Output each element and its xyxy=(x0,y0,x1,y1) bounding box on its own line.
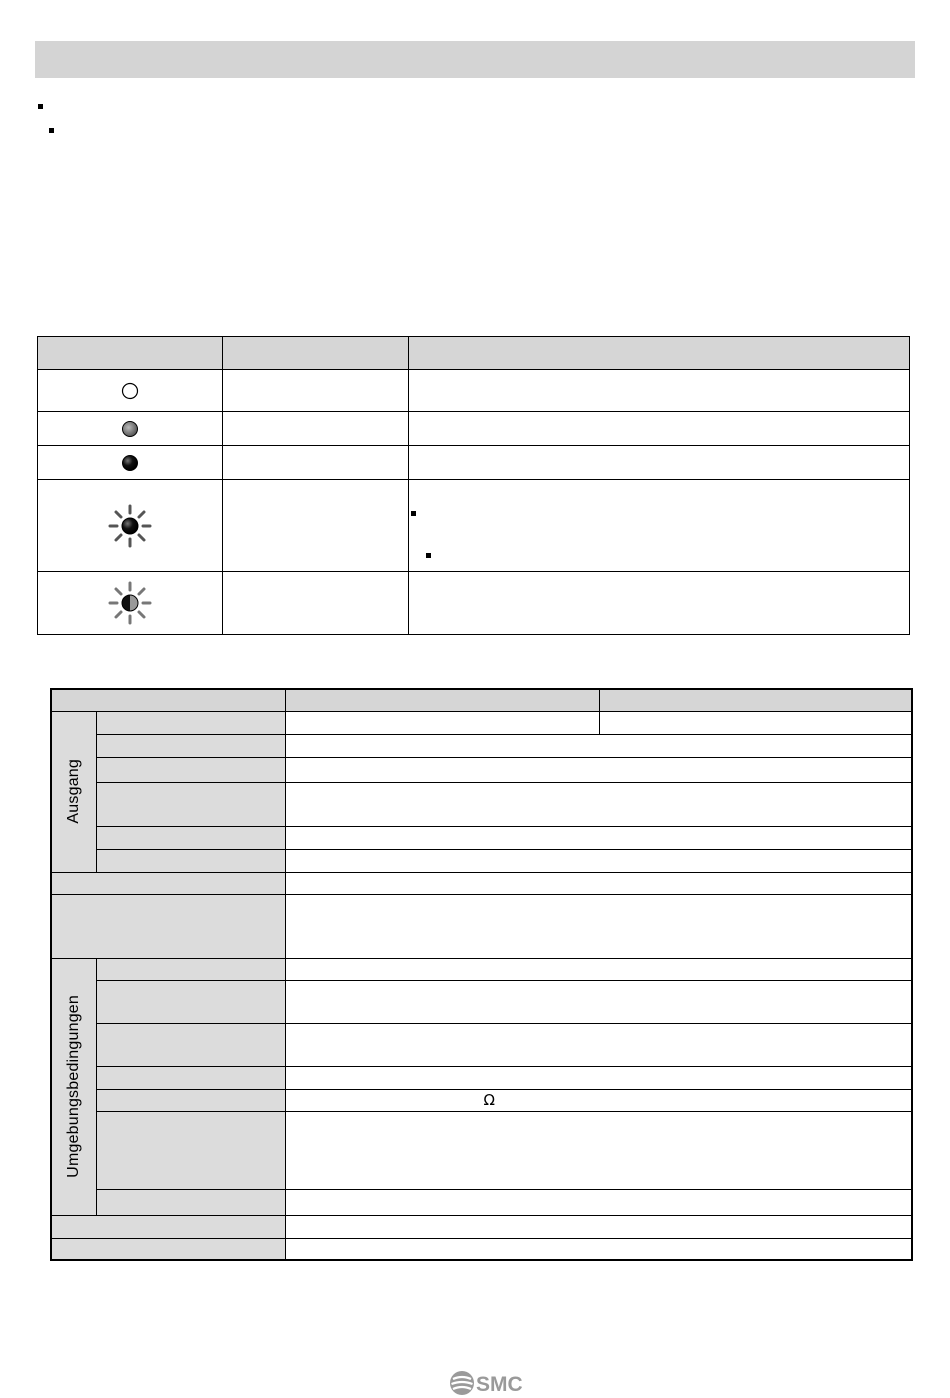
section-header-bar xyxy=(35,41,915,78)
spec-row xyxy=(51,757,912,782)
spec-label-cell xyxy=(96,849,285,872)
group-ausgang-cell xyxy=(51,711,96,872)
spec-row xyxy=(51,872,912,894)
spec-label-cell xyxy=(96,1066,285,1089)
led-table-header xyxy=(38,337,910,370)
spec-label-cell xyxy=(96,980,285,1023)
spec-row xyxy=(51,1189,912,1215)
group-ausgang-label: Ausgang xyxy=(64,759,82,824)
led-description-cell xyxy=(409,412,910,446)
spec-label-cell xyxy=(96,757,285,782)
led-table-row xyxy=(38,370,910,412)
spec-value-cell xyxy=(285,872,912,894)
spec-value-cell xyxy=(285,958,912,980)
spec-value-cell xyxy=(285,734,912,757)
spec-value-cell xyxy=(285,1089,912,1111)
spec-row xyxy=(51,782,912,826)
spec-row xyxy=(51,1111,912,1189)
spec-label-cell xyxy=(96,958,285,980)
led-state-cell xyxy=(223,572,409,635)
spec-row xyxy=(51,734,912,757)
spec-value-cell xyxy=(285,849,912,872)
spec-row xyxy=(51,826,912,849)
led-state-cell xyxy=(223,370,409,412)
spec-label-cell xyxy=(96,782,285,826)
led-icon-cell xyxy=(38,370,223,412)
spec-header-row xyxy=(51,689,912,711)
spec-row xyxy=(51,980,912,1023)
spec-label-cell xyxy=(96,1189,285,1215)
led-header-cell xyxy=(409,337,910,370)
spec-value-cell xyxy=(285,711,599,734)
led-description-cell xyxy=(409,480,910,572)
led-icon-cell xyxy=(38,446,223,480)
spec-value-cell xyxy=(285,1066,912,1089)
spec-value-cell xyxy=(285,757,912,782)
led-header-cell xyxy=(223,337,409,370)
spec-row xyxy=(51,849,912,872)
specification-table xyxy=(50,688,913,1261)
led-off-icon xyxy=(120,381,140,401)
spec-label-cell xyxy=(51,894,285,958)
bullet-1 xyxy=(38,104,43,109)
spec-value-cell xyxy=(285,1023,912,1066)
spec-header-cell xyxy=(51,689,285,711)
spec-label-cell xyxy=(96,1111,285,1189)
spec-row xyxy=(51,1089,912,1111)
spec-value-cell xyxy=(285,782,912,826)
spec-value-cell xyxy=(285,1189,912,1215)
spec-label-cell xyxy=(96,1023,285,1066)
led-dark-icon xyxy=(120,453,140,473)
led-state-cell xyxy=(223,446,409,480)
spec-label-cell xyxy=(51,1238,285,1260)
led-blink-half-icon xyxy=(106,579,154,627)
led-description-cell xyxy=(409,572,910,635)
omega-symbol: Ω xyxy=(483,1090,495,1109)
smc-logo-icon xyxy=(449,1370,537,1396)
led-icon-cell xyxy=(38,572,223,635)
spec-label-cell xyxy=(96,826,285,849)
led-state-cell xyxy=(223,480,409,572)
led-desc-bullet-2 xyxy=(426,553,431,558)
spec-label-cell xyxy=(96,711,285,734)
led-grey-icon xyxy=(120,419,140,439)
led-table-row xyxy=(38,446,910,480)
spec-label-cell xyxy=(96,734,285,757)
bullet-2 xyxy=(49,128,54,133)
spec-label-cell xyxy=(96,1089,285,1111)
spec-label-cell xyxy=(51,872,285,894)
spec-value-cell xyxy=(285,1111,912,1189)
led-desc-bullet-1 xyxy=(411,511,416,516)
group-umgebung-cell xyxy=(51,958,96,1215)
spec-row xyxy=(51,1066,912,1089)
spec-value-cell xyxy=(599,711,912,734)
group-umgebung-label: Umgebungsbedingungen xyxy=(64,995,82,1178)
spec-header-cell xyxy=(599,689,912,711)
led-table-row xyxy=(38,572,910,635)
spec-value-cell xyxy=(285,980,912,1023)
spec-value-cell xyxy=(285,826,912,849)
spec-row xyxy=(51,1238,912,1260)
spec-row xyxy=(51,1215,912,1238)
spec-row xyxy=(51,711,912,734)
spec-value-cell xyxy=(285,1215,912,1238)
led-status-table xyxy=(37,336,910,635)
led-header-cell xyxy=(38,337,223,370)
led-description-cell xyxy=(409,446,910,480)
spec-row xyxy=(51,1023,912,1066)
led-icon-cell xyxy=(38,480,223,572)
spec-label-cell xyxy=(51,1215,285,1238)
spec-value-cell xyxy=(285,894,912,958)
led-description-cell xyxy=(409,370,910,412)
smc-logo-text: SMC xyxy=(476,1373,523,1396)
spec-row xyxy=(51,894,912,958)
spec-value-cell xyxy=(285,1238,912,1260)
led-state-cell xyxy=(223,412,409,446)
led-table-row xyxy=(38,480,910,572)
led-icon-cell xyxy=(38,412,223,446)
led-table-row xyxy=(38,412,910,446)
spec-row xyxy=(51,958,912,980)
led-blink-dark-icon xyxy=(106,502,154,550)
spec-header-cell xyxy=(285,689,599,711)
